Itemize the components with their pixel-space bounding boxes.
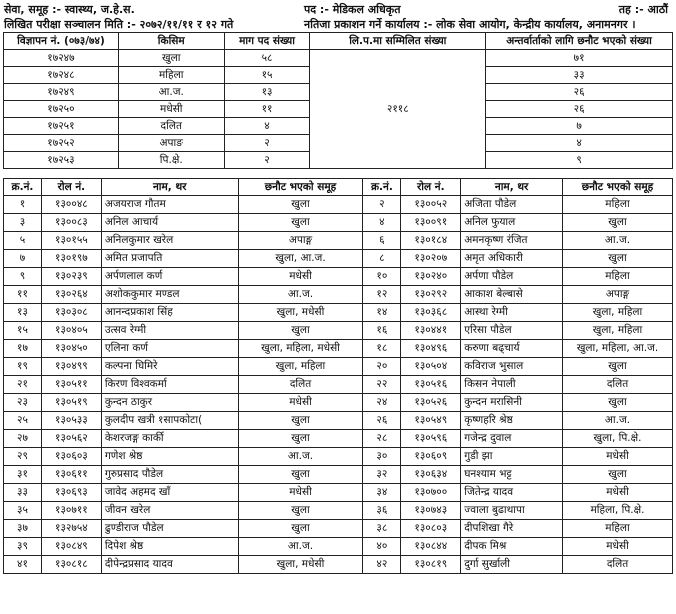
roll-no: १३०५१९ bbox=[41, 394, 101, 412]
serial-no: २८ bbox=[363, 430, 401, 448]
selected-group: खुला bbox=[238, 502, 363, 520]
candidate-name: किरण विश्वकर्मा bbox=[101, 376, 238, 394]
summary-header: विज्ञापन नं. (०७३/७४) bbox=[4, 33, 119, 50]
summary-type: मधेसी bbox=[118, 101, 224, 118]
candidate-name: दीपशिखा गैरे bbox=[461, 520, 563, 538]
selected-group: आ.ज. bbox=[563, 412, 673, 430]
roll-no: १३०४९६ bbox=[401, 340, 461, 358]
summary-selected: २६ bbox=[486, 101, 673, 118]
roll-no: १३०८४४ bbox=[401, 538, 461, 556]
candidate-name: किसन नेपाली bbox=[461, 376, 563, 394]
serial-no: ३१ bbox=[4, 466, 42, 484]
roll-no: १३०१५५ bbox=[41, 232, 101, 250]
roll-no: १३०४४१ bbox=[401, 322, 461, 340]
selected-group: मधेसी bbox=[238, 268, 363, 286]
candidate-name: कुन्दन ठाकुर bbox=[101, 394, 238, 412]
serial-no: २९ bbox=[4, 448, 42, 466]
roll-no: १३०१९७ bbox=[41, 250, 101, 268]
results-header: नाम, थर bbox=[101, 179, 238, 196]
roll-no: १३०५६२ bbox=[41, 430, 101, 448]
summary-header-row bbox=[4, 33, 673, 50]
candidate-name: दिपेश श्रेष्ठ bbox=[101, 538, 238, 556]
roll-no: १३०६०३ bbox=[41, 448, 101, 466]
table-row bbox=[4, 412, 673, 430]
table-row bbox=[4, 520, 673, 538]
roll-no: १३०२३९ bbox=[41, 268, 101, 286]
selected-group: खुला, महिला, आ.ज. bbox=[563, 340, 673, 358]
candidate-name: घनश्याम भट्ट bbox=[461, 466, 563, 484]
roll-no: १३०२९२ bbox=[401, 286, 461, 304]
candidate-name: जीवन खरेल bbox=[101, 502, 238, 520]
roll-no: १३०२४० bbox=[401, 268, 461, 286]
summary-header: लि.प.मा सम्मिलित संख्या bbox=[310, 33, 486, 50]
roll-no: १३०२६४ bbox=[41, 286, 101, 304]
selected-group: महिला, पि.क्षे. bbox=[563, 502, 673, 520]
summary-demand: ५८ bbox=[224, 50, 310, 67]
table-row bbox=[4, 304, 673, 322]
results-header: क्र.नं. bbox=[4, 179, 42, 196]
summary-demand: ४ bbox=[224, 118, 310, 135]
candidate-name: जावेद अहमद खाँ bbox=[101, 484, 238, 502]
serial-no: ३७ bbox=[4, 520, 42, 538]
summary-demand: २ bbox=[224, 135, 310, 152]
results-header: क्र.नं. bbox=[363, 179, 401, 196]
selected-group: खुला bbox=[563, 358, 673, 376]
level: तह :- आठौं bbox=[618, 3, 668, 16]
roll-no: १३०१८४ bbox=[401, 232, 461, 250]
summary-demand: २ bbox=[224, 152, 310, 169]
serial-no: २१ bbox=[4, 376, 42, 394]
roll-no: १३०४०५ bbox=[41, 322, 101, 340]
serial-no: ११ bbox=[4, 286, 42, 304]
summary-type: आ.ज. bbox=[118, 84, 224, 101]
selected-group: खुला bbox=[563, 250, 673, 268]
serial-no: ४१ bbox=[4, 556, 42, 574]
candidate-name: गजेन्द्र दुवाल bbox=[461, 430, 563, 448]
summary-selected: ३३ bbox=[486, 67, 673, 84]
candidate-name: उत्सव रेग्मी bbox=[101, 322, 238, 340]
serial-no: ३६ bbox=[363, 502, 401, 520]
summary-type: खुला bbox=[118, 50, 224, 67]
candidate-name: कृष्णहरि श्रेष्ठ bbox=[461, 412, 563, 430]
candidate-name: आकाश बेल्बासे bbox=[461, 286, 563, 304]
candidate-name: अमनकृष्ण रंजित bbox=[461, 232, 563, 250]
candidate-name: अमित प्रजापति bbox=[101, 250, 238, 268]
results-header: रोल नं. bbox=[41, 179, 101, 196]
selected-group: आ.ज. bbox=[238, 448, 363, 466]
summary-selected: ४ bbox=[486, 135, 673, 152]
selected-group: मधेसी bbox=[563, 484, 673, 502]
candidate-name: ढुण्डीराज पौडेल bbox=[101, 520, 238, 538]
roll-no: १३०८४९ bbox=[41, 538, 101, 556]
serial-no: ५ bbox=[4, 232, 42, 250]
table-row bbox=[4, 268, 673, 286]
table-row bbox=[4, 232, 673, 250]
candidate-name: दीपक मिश्र bbox=[461, 538, 563, 556]
candidate-name: अमृत अधिकारी bbox=[461, 250, 563, 268]
serial-no: २३ bbox=[4, 394, 42, 412]
serial-no: ७ bbox=[4, 250, 42, 268]
table-row bbox=[4, 448, 673, 466]
summary-adv-no: १७२५० bbox=[4, 101, 119, 118]
serial-no: ३२ bbox=[363, 466, 401, 484]
serial-no: १३ bbox=[4, 304, 42, 322]
header-line-1 bbox=[4, 2, 672, 17]
table-row bbox=[4, 322, 673, 340]
summary-adv-no: १७२५१ bbox=[4, 118, 119, 135]
summary-header: किसिम bbox=[118, 33, 224, 50]
selected-group: आ.ज. bbox=[563, 232, 673, 250]
candidate-name: दुर्गा सुर्खाली bbox=[461, 556, 563, 574]
roll-no: १३०५४९ bbox=[401, 412, 461, 430]
candidate-name: केशरजङ्ग कार्की bbox=[101, 430, 238, 448]
selected-group: आ.ज. bbox=[238, 286, 363, 304]
roll-no: १३०५०४ bbox=[401, 358, 461, 376]
post: पद :- मेडिकल अधिकृत bbox=[304, 3, 401, 16]
serial-no: ८ bbox=[363, 250, 401, 268]
roll-no: १३२७५४ bbox=[41, 520, 101, 538]
table-row bbox=[4, 196, 673, 214]
serial-no: ३ bbox=[4, 214, 42, 232]
selected-group: खुला bbox=[238, 196, 363, 214]
selected-group: खुला bbox=[238, 214, 363, 232]
selected-group: महिला bbox=[563, 520, 673, 538]
table-row bbox=[4, 430, 673, 448]
summary-type: दलित bbox=[118, 118, 224, 135]
roll-no: १३०७४३ bbox=[401, 502, 461, 520]
results-table bbox=[3, 178, 673, 574]
candidate-name: कुलदीप खत्री १सापकोटा( bbox=[101, 412, 238, 430]
results-header: रोल नं. bbox=[401, 179, 461, 196]
candidate-name: अर्पणलाल कर्ण bbox=[101, 268, 238, 286]
roll-no: १३०८०३ bbox=[401, 520, 461, 538]
serial-no: ३० bbox=[363, 448, 401, 466]
serial-no: १ bbox=[4, 196, 42, 214]
selected-group: अपाङ्ग bbox=[238, 232, 363, 250]
roll-no: १३०८१८ bbox=[41, 556, 101, 574]
roll-no: १३०६०९ bbox=[401, 448, 461, 466]
roll-no: १३०४९९ bbox=[41, 358, 101, 376]
selected-group: खुला, मधेसी bbox=[238, 304, 363, 322]
table-row bbox=[4, 394, 673, 412]
summary-total-participants: २११८ bbox=[310, 50, 486, 169]
candidate-name: आनन्दप्रकाश सिंह bbox=[101, 304, 238, 322]
selected-group: आ.ज. bbox=[238, 538, 363, 556]
candidate-name: कुन्दन मरासिनी bbox=[461, 394, 563, 412]
selected-group: मधेसी bbox=[238, 484, 363, 502]
roll-no: १३०५१६ bbox=[401, 376, 461, 394]
candidate-name: अजयराज गौतम bbox=[101, 196, 238, 214]
serial-no: १० bbox=[363, 268, 401, 286]
roll-no: १३०६९३ bbox=[41, 484, 101, 502]
selected-group: दलित bbox=[563, 556, 673, 574]
roll-no: १३०५११ bbox=[41, 376, 101, 394]
results-header: नाम, थर bbox=[461, 179, 563, 196]
selected-group: मधेसी bbox=[238, 394, 363, 412]
roll-no: १३०५३३ bbox=[41, 412, 101, 430]
result-office: नतिजा प्रकाशन गर्ने कार्यालय :- लोक सेवा आयोग, केन्द्रीय कार्यालय, अनामनगर । bbox=[304, 18, 636, 31]
results-header: छनौट भएको समूह bbox=[563, 179, 673, 196]
selected-group: खुला, महिला bbox=[563, 322, 673, 340]
summary-selected: ७१ bbox=[486, 50, 673, 67]
header-line-2 bbox=[4, 17, 672, 32]
selected-group: महिला bbox=[563, 196, 673, 214]
roll-no: १३०७११ bbox=[41, 502, 101, 520]
summary-table bbox=[3, 32, 673, 169]
summary-adv-no: १७२४७ bbox=[4, 50, 119, 67]
roll-no: १३०४५० bbox=[41, 340, 101, 358]
selected-group: महिला bbox=[563, 268, 673, 286]
summary-adv-no: १७२४९ bbox=[4, 84, 119, 101]
roll-no: १३००९१ bbox=[401, 214, 461, 232]
candidate-name: गणेश श्रेष्ठ bbox=[101, 448, 238, 466]
table-row bbox=[4, 484, 673, 502]
summary-row bbox=[4, 50, 673, 67]
table-row bbox=[4, 358, 673, 376]
candidate-name: अजिता पौडेल bbox=[461, 196, 563, 214]
serial-no: ३४ bbox=[363, 484, 401, 502]
roll-no: १३०२०७ bbox=[401, 250, 461, 268]
summary-header: माग पद संख्या bbox=[224, 33, 310, 50]
selected-group: खुला, मधेसी bbox=[238, 556, 363, 574]
selected-group: खुला bbox=[238, 466, 363, 484]
summary-type: अपाङ bbox=[118, 135, 224, 152]
candidate-name: गुडी झा bbox=[461, 448, 563, 466]
selected-group: दलित bbox=[563, 376, 673, 394]
roll-no: १३००८३ bbox=[41, 214, 101, 232]
roll-no: १३०३६८ bbox=[401, 304, 461, 322]
candidate-name: अर्पणा पौडेल bbox=[461, 268, 563, 286]
summary-selected: ७ bbox=[486, 118, 673, 135]
table-row bbox=[4, 538, 673, 556]
candidate-name: अनिलकुमार खरेल bbox=[101, 232, 238, 250]
serial-no: ४० bbox=[363, 538, 401, 556]
candidate-name: कविराज भुसाल bbox=[461, 358, 563, 376]
selected-group: खुला, आ.ज. bbox=[238, 250, 363, 268]
results-header: छनौट भएको समूह bbox=[238, 179, 363, 196]
candidate-name: अनिल आचार्य bbox=[101, 214, 238, 232]
summary-type: पि.क्षे. bbox=[118, 152, 224, 169]
selected-group: दलित bbox=[238, 376, 363, 394]
serial-no: १७ bbox=[4, 340, 42, 358]
selected-group: मधेसी bbox=[563, 538, 673, 556]
serial-no: ४२ bbox=[363, 556, 401, 574]
exam-date: लिखित परीक्षा सञ्चालन मिति :- २०७२/११/११ र १२ गते bbox=[4, 18, 234, 31]
candidate-name: एरिसा पौडेल bbox=[461, 322, 563, 340]
selected-group: अपाङ्ग bbox=[563, 286, 673, 304]
serial-no: ३५ bbox=[4, 502, 42, 520]
selected-group: खुला bbox=[238, 430, 363, 448]
selected-group: खुला, महिला, मधेसी bbox=[238, 340, 363, 358]
serial-no: १९ bbox=[4, 358, 42, 376]
selected-group: खुला bbox=[238, 412, 363, 430]
serial-no: १६ bbox=[363, 322, 401, 340]
serial-no: १५ bbox=[4, 322, 42, 340]
serial-no: १२ bbox=[363, 286, 401, 304]
serial-no: २७ bbox=[4, 430, 42, 448]
table-row bbox=[4, 502, 673, 520]
candidate-name: जितेन्द्र यादव bbox=[461, 484, 563, 502]
selected-group: खुला bbox=[238, 520, 363, 538]
summary-adv-no: १७२५३ bbox=[4, 152, 119, 169]
summary-demand: १५ bbox=[224, 67, 310, 84]
serial-no: ९ bbox=[4, 268, 42, 286]
serial-no: ३८ bbox=[363, 520, 401, 538]
serial-no: २० bbox=[363, 358, 401, 376]
summary-adv-no: १७२४८ bbox=[4, 67, 119, 84]
summary-demand: १३ bbox=[224, 84, 310, 101]
roll-no: १३०८१९ bbox=[401, 556, 461, 574]
roll-no: १३०३०८ bbox=[41, 304, 101, 322]
serial-no: २२ bbox=[363, 376, 401, 394]
roll-no: १३००४८ bbox=[41, 196, 101, 214]
serial-no: २६ bbox=[363, 412, 401, 430]
candidate-name: एलिना कर्ण bbox=[101, 340, 238, 358]
selected-group: खुला bbox=[238, 322, 363, 340]
serial-no: २५ bbox=[4, 412, 42, 430]
selected-group: खुला, महिला bbox=[563, 304, 673, 322]
selected-group: खुला bbox=[563, 466, 673, 484]
serial-no: ३३ bbox=[4, 484, 42, 502]
summary-adv-no: १७२५२ bbox=[4, 135, 119, 152]
table-row bbox=[4, 286, 673, 304]
roll-no: १३०७०० bbox=[401, 484, 461, 502]
serial-no: १८ bbox=[363, 340, 401, 358]
serial-no: १४ bbox=[363, 304, 401, 322]
summary-selected: २६ bbox=[486, 84, 673, 101]
table-row bbox=[4, 250, 673, 268]
roll-no: १३०६११ bbox=[41, 466, 101, 484]
selected-group: खुला bbox=[563, 394, 673, 412]
serial-no: ४ bbox=[363, 214, 401, 232]
selected-group: खुला, पि.क्षे. bbox=[563, 430, 673, 448]
selected-group: खुला, महिला bbox=[238, 358, 363, 376]
serial-no: २ bbox=[363, 196, 401, 214]
roll-no: १३०५२६ bbox=[401, 394, 461, 412]
serial-no: ३९ bbox=[4, 538, 42, 556]
table-row bbox=[4, 340, 673, 358]
candidate-name: अशोककुमार मण्डल bbox=[101, 286, 238, 304]
selected-group: खुला bbox=[563, 214, 673, 232]
candidate-name: अनिल फुयाल bbox=[461, 214, 563, 232]
roll-no: १३०६३४ bbox=[401, 466, 461, 484]
table-row bbox=[4, 556, 673, 574]
candidate-name: करुणा बढ्चार्य bbox=[461, 340, 563, 358]
candidate-name: दीपेन्द्रप्रसाद यादव bbox=[101, 556, 238, 574]
selected-group: मधेसी bbox=[563, 448, 673, 466]
table-row bbox=[4, 214, 673, 232]
serial-no: ६ bbox=[363, 232, 401, 250]
results-header-row bbox=[4, 179, 673, 196]
summary-type: महिला bbox=[118, 67, 224, 84]
candidate-name: ज्वाला बुढाथापा bbox=[461, 502, 563, 520]
candidate-name: कल्पना घिमिरे bbox=[101, 358, 238, 376]
serial-no: २४ bbox=[363, 394, 401, 412]
roll-no: १३०५९६ bbox=[401, 430, 461, 448]
table-row bbox=[4, 376, 673, 394]
summary-header: अन्तर्वार्ताको लागि छनौट भएको संख्या bbox=[486, 33, 673, 50]
roll-no: १३००५२ bbox=[401, 196, 461, 214]
candidate-name: आस्था रेग्मी bbox=[461, 304, 563, 322]
summary-demand: ११ bbox=[224, 101, 310, 118]
candidate-name: गुरुप्रसाद पौडेल bbox=[101, 466, 238, 484]
table-row bbox=[4, 466, 673, 484]
summary-selected: ९ bbox=[486, 152, 673, 169]
service-group: सेवा, समूह :- स्वास्थ्य, ज.हे.स. bbox=[4, 3, 135, 16]
